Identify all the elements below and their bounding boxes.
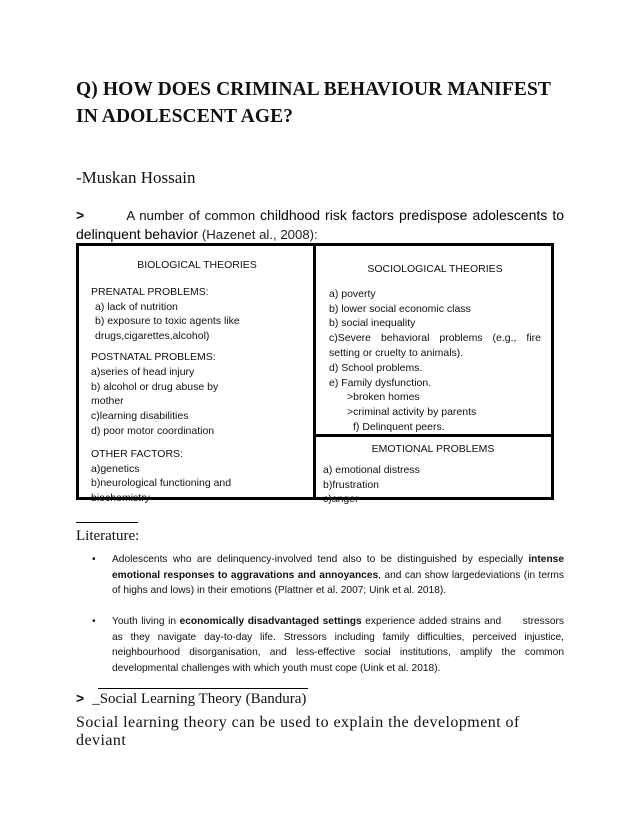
slt-heading-text: _Social Learning Theory (Bandura) bbox=[92, 691, 307, 707]
other-factors-heading: OTHER FACTORS: bbox=[91, 447, 183, 460]
sociological-item: a) poverty bbox=[329, 287, 376, 300]
prenatal-heading: PRENATAL PROBLEMS: bbox=[91, 285, 209, 298]
postnatal-item: d) poor motor coordination bbox=[91, 424, 215, 437]
bullet-dot: • bbox=[92, 616, 96, 627]
prenatal-item: b) exposure to toxic agents like drugs,cigarettes,alcohol) bbox=[95, 315, 240, 343]
postnatal-item: a)series of head injury bbox=[91, 365, 195, 378]
sociological-item: e) Family dysfunction. bbox=[329, 376, 432, 389]
table-vertical-divider bbox=[313, 246, 316, 497]
sociological-column bbox=[329, 262, 541, 435]
sociological-subitem: >broken homes bbox=[347, 391, 420, 404]
bullet-text-part: experience added strains and stressors as they navigate day-to-day life. Stressors including family difficulties, perceived injustice, neighbourhood disorganisation, and less-effective social institutions, amplify the common developmental challenges with which youth must cope (Uink et al. 2018). bbox=[112, 616, 567, 674]
emotional-item: a) emotional distress bbox=[323, 463, 420, 476]
biological-heading: BIOLOGICAL THEORIES bbox=[137, 259, 257, 271]
sociological-subitem: >criminal activity by parents bbox=[347, 406, 477, 419]
sociological-item: b) lower social economic class bbox=[329, 302, 471, 315]
sociological-item: d) School problems. bbox=[329, 361, 423, 374]
literature-rule bbox=[76, 522, 138, 523]
intro-citation: (Hazenet al., 2008): bbox=[201, 227, 318, 242]
author-line: -Muskan Hossain bbox=[76, 168, 196, 187]
postnatal-heading: POSTNATAL PROBLEMS: bbox=[91, 350, 216, 363]
emotional-column bbox=[323, 442, 543, 507]
sociological-item: c)Severe behavioral problems (e.g., fire setting or cruelty to animals). bbox=[329, 332, 541, 359]
bullet-text bbox=[112, 614, 567, 676]
emotional-item: c)anger bbox=[323, 493, 359, 506]
emotional-heading: EMOTIONAL PROBLEMS bbox=[371, 443, 495, 455]
bullet-bold-text: intense emotional responses to aggravations and annoyances bbox=[112, 554, 564, 581]
other-factors-item: a)genetics bbox=[91, 462, 140, 475]
bullet-bold-text: economically disadvantaged settings bbox=[179, 616, 362, 627]
sociological-heading: SOCIOLOGICAL THEORIES bbox=[367, 263, 503, 275]
page-title: Q) HOW DOES CRIMINAL BEHAVIOUR MANIFEST IN ADOLESCENT AGE? bbox=[76, 79, 551, 127]
slt-arrow: > bbox=[76, 690, 85, 706]
intro-highlight: childhood risk factors predispose adolescents to delinquent behavior bbox=[76, 207, 564, 242]
emotional-item: b)frustration bbox=[323, 478, 380, 491]
prenatal-item: a) lack of nutrition bbox=[95, 300, 178, 313]
slt-heading bbox=[76, 690, 306, 708]
postnatal-item: c)learning disabilities bbox=[91, 410, 189, 423]
sociological-item: b) social inequality bbox=[329, 317, 416, 330]
biological-column bbox=[91, 258, 303, 506]
bullet-text-part: Adolescents who are delinquency-involved tend also to be distinguished by especially bbox=[112, 554, 529, 565]
intro-text-a: A number of common bbox=[126, 208, 256, 223]
slt-body-text: Social learning theory can be used to explain the development of deviant bbox=[76, 714, 520, 749]
intro-paragraph bbox=[76, 206, 564, 244]
theories-table bbox=[76, 243, 554, 506]
bullet-dot: • bbox=[92, 554, 96, 565]
slt-rule bbox=[98, 688, 308, 689]
postnatal-item: b) alcohol or drug abuse by mother bbox=[91, 380, 219, 408]
literature-heading: Literature: bbox=[76, 528, 140, 544]
bullet-text-part: Youth living in bbox=[112, 616, 180, 627]
sociological-item: f) Delinquent peers. bbox=[353, 420, 445, 433]
bullet-text-part: , and can show largedeviations (in terms of highs and lows) in their emotions (Plattner et al. 2007; Uink et al. 2018). bbox=[112, 569, 565, 597]
other-factors-item: b)neurological functioning and biochemistry bbox=[91, 477, 232, 505]
bullet-text bbox=[112, 552, 564, 599]
intro-arrow: > bbox=[76, 207, 85, 223]
